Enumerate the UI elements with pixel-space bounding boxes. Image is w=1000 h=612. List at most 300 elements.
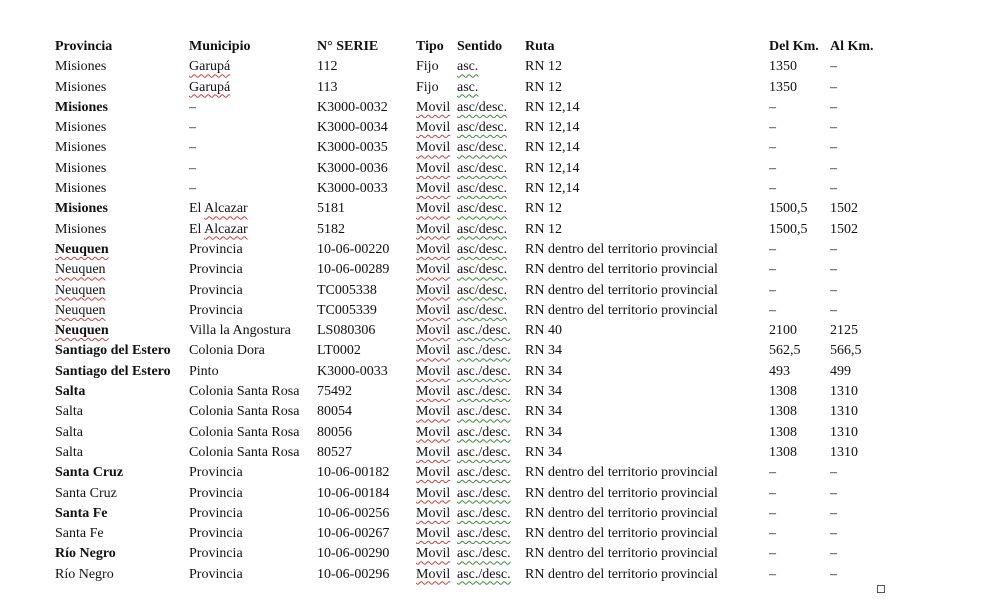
cell-provincia-text: Santa Fe <box>55 505 108 521</box>
cell-al-km-text: 1310 <box>830 404 858 420</box>
cell-serie-text: 10-06-00256 <box>317 505 390 521</box>
cell-municipio-text: – <box>189 140 196 156</box>
cell-sentido <box>457 260 525 280</box>
cell-ruta <box>525 301 769 321</box>
cell-ruta-text: RN dentro del territorio provincial <box>525 282 718 298</box>
cell-del-km-text: 1500,5 <box>769 201 808 217</box>
cell-serie-text: K3000-0032 <box>317 99 388 115</box>
cell-tipo <box>416 159 457 179</box>
cell-tipo <box>416 504 457 524</box>
cell-provincia-text: Santiago del Estero <box>55 343 171 359</box>
cell-del-km-text: 1308 <box>769 424 797 440</box>
cell-municipio <box>189 301 317 321</box>
cell-al-km <box>830 179 890 199</box>
cell-provincia <box>55 138 189 158</box>
cell-del-km <box>769 544 830 564</box>
cell-serie-text: 80527 <box>317 444 352 460</box>
cell-provincia-text: Santa Cruz <box>55 485 117 501</box>
cell-provincia-text: Misiones <box>55 79 107 95</box>
cell-del-km-text: 1308 <box>769 404 797 420</box>
table-row <box>55 159 890 179</box>
cell-sentido-text: asc/desc. <box>457 140 508 156</box>
cell-provincia <box>55 443 189 463</box>
cell-del-km <box>769 402 830 422</box>
cell-provincia-text: Salta <box>55 444 83 460</box>
cell-del-km <box>769 504 830 524</box>
cell-sentido <box>457 362 525 382</box>
cell-del-km-text: – <box>769 302 776 318</box>
cell-sentido-text: asc/desc. <box>457 241 508 257</box>
cell-municipio-text: – <box>189 99 196 115</box>
cell-del-km <box>769 240 830 260</box>
cell-serie-text: 75492 <box>317 384 352 400</box>
table-row <box>55 544 890 564</box>
cell-municipio-text: Villa la Angostura <box>189 323 291 339</box>
cell-serie <box>317 321 416 341</box>
cell-municipio-text: Provincia <box>189 546 243 562</box>
table-row <box>55 484 890 504</box>
cell-sentido-text: asc/desc. <box>457 221 508 237</box>
cell-al-km-text: 1310 <box>830 424 858 440</box>
cell-sentido <box>457 463 525 483</box>
cell-serie <box>317 423 416 443</box>
header-ruta: Ruta <box>525 39 555 54</box>
cell-ruta-text: RN 34 <box>525 363 562 379</box>
cell-tipo <box>416 57 457 77</box>
cell-del-km <box>769 443 830 463</box>
cell-sentido-text: asc/desc. <box>457 181 508 197</box>
cell-serie <box>317 565 416 585</box>
cell-provincia-text: Neuquen <box>55 302 106 318</box>
cell-al-km-text: – <box>830 465 837 481</box>
table-row <box>55 382 890 402</box>
cell-al-km <box>830 463 890 483</box>
cell-del-km-text: – <box>769 505 776 521</box>
cell-tipo <box>416 565 457 585</box>
cell-serie <box>317 78 416 98</box>
cell-al-km <box>830 138 890 158</box>
cell-sentido <box>457 240 525 260</box>
cell-ruta <box>525 423 769 443</box>
cell-ruta-text: RN 12 <box>525 59 562 75</box>
cell-sentido-text: asc./desc. <box>457 424 511 440</box>
cell-sentido-text: asc./desc. <box>457 363 511 379</box>
cell-al-km-text: 1502 <box>830 221 858 237</box>
cell-serie <box>317 301 416 321</box>
cell-del-km <box>769 260 830 280</box>
table-row <box>55 423 890 443</box>
cell-tipo <box>416 463 457 483</box>
cell-serie-text: 80054 <box>317 404 352 420</box>
cell-del-km-text: – <box>769 465 776 481</box>
cell-provincia-text: Neuquen <box>55 262 106 278</box>
cell-al-km <box>830 78 890 98</box>
cell-tipo-text: Movil <box>416 485 451 501</box>
cell-municipio-text: – <box>189 120 196 136</box>
cell-al-km <box>830 199 890 219</box>
cell-municipio-text: Provincia <box>189 262 243 278</box>
table-row <box>55 138 890 158</box>
table-body <box>55 57 890 585</box>
cell-sentido <box>457 78 525 98</box>
cell-del-km <box>769 382 830 402</box>
cell-tipo <box>416 362 457 382</box>
cell-serie <box>317 57 416 77</box>
cell-provincia-text: Santa Fe <box>55 526 104 542</box>
cell-sentido-text: asc/desc. <box>457 262 508 278</box>
cell-ruta-text: RN dentro del territorio provincial <box>525 465 718 481</box>
cell-provincia <box>55 301 189 321</box>
cell-provincia <box>55 78 189 98</box>
cell-municipio-text: Pinto <box>189 363 219 379</box>
cell-municipio <box>189 341 317 361</box>
cell-tipo-text: Movil <box>416 181 451 197</box>
cell-ruta <box>525 118 769 138</box>
cell-sentido <box>457 524 525 544</box>
cell-provincia-text: Misiones <box>55 120 107 136</box>
cell-sentido <box>457 341 525 361</box>
cell-tipo-text: Movil <box>416 99 451 115</box>
cell-tipo-text: Movil <box>416 404 451 420</box>
cell-municipio <box>189 118 317 138</box>
table-row <box>55 118 890 138</box>
cell-ruta <box>525 544 769 564</box>
cell-tipo-text: Movil <box>416 505 451 521</box>
cell-municipio-text: Colonia Santa Rosa <box>189 384 300 400</box>
cell-tipo-text: Movil <box>416 241 451 257</box>
cell-al-km-text: 2125 <box>830 323 858 339</box>
cell-municipio <box>189 220 317 240</box>
cell-serie-text: K3000-0033 <box>317 181 388 197</box>
cell-serie-text: 10-06-00182 <box>317 465 390 481</box>
cell-del-km <box>769 524 830 544</box>
cell-tipo-text: Movil <box>416 444 451 460</box>
cell-provincia-text: Misiones <box>55 160 107 176</box>
cell-provincia <box>55 159 189 179</box>
cell-ruta <box>525 281 769 301</box>
cell-serie <box>317 220 416 240</box>
cell-al-km <box>830 423 890 443</box>
cell-del-km-text: – <box>769 160 776 176</box>
cell-tipo-text: Movil <box>416 323 451 339</box>
cell-al-km <box>830 565 890 585</box>
cell-del-km-text: 562,5 <box>769 343 801 359</box>
cell-tipo <box>416 240 457 260</box>
cell-municipio <box>189 443 317 463</box>
cell-al-km <box>830 484 890 504</box>
cell-sentido <box>457 443 525 463</box>
table-row <box>55 98 890 118</box>
cell-al-km <box>830 443 890 463</box>
cell-tipo-text: Movil <box>416 526 451 542</box>
cell-del-km-text: 1308 <box>769 444 797 460</box>
cell-ruta-text: RN dentro del territorio provincial <box>525 546 718 562</box>
cell-del-km <box>769 281 830 301</box>
cell-sentido-text: asc/desc. <box>457 302 508 318</box>
cell-al-km <box>830 382 890 402</box>
cell-serie-text: K3000-0034 <box>317 120 388 136</box>
cell-provincia-text: Misiones <box>55 99 108 115</box>
cell-al-km-text: – <box>830 526 837 542</box>
cell-tipo-text: Movil <box>416 363 451 379</box>
cell-sentido-text: asc/desc. <box>457 201 508 217</box>
cell-sentido <box>457 179 525 199</box>
cell-del-km-text: 1350 <box>769 59 797 75</box>
cell-municipio <box>189 57 317 77</box>
cell-provincia-text: Misiones <box>55 201 108 217</box>
cell-ruta <box>525 443 769 463</box>
cell-provincia <box>55 524 189 544</box>
cell-serie-text: TC005339 <box>317 302 377 318</box>
cell-del-km <box>769 138 830 158</box>
cell-provincia <box>55 565 189 585</box>
cell-sentido-text: asc./desc. <box>457 566 511 582</box>
cell-tipo <box>416 382 457 402</box>
cell-provincia-text: Salta <box>55 384 86 400</box>
cell-ruta <box>525 362 769 382</box>
cell-provincia <box>55 362 189 382</box>
cell-municipio-text: Colonia Dora <box>189 343 265 359</box>
cell-sentido-text: asc/desc. <box>457 99 508 115</box>
cell-ruta-text: RN 12 <box>525 201 562 217</box>
cell-municipio-text: Colonia Santa Rosa <box>189 444 300 460</box>
cell-provincia-text: Neuquen <box>55 282 106 298</box>
cell-serie <box>317 504 416 524</box>
cell-serie <box>317 240 416 260</box>
table-row <box>55 57 890 77</box>
cell-municipio-text: Provincia <box>189 526 243 542</box>
cell-municipio-text: El Alcazar <box>189 221 248 237</box>
cell-provincia-text: Salta <box>55 424 83 440</box>
cell-tipo <box>416 544 457 564</box>
cell-municipio-text: Provincia <box>189 505 243 521</box>
cell-provincia <box>55 281 189 301</box>
cell-sentido <box>457 199 525 219</box>
cell-serie <box>317 544 416 564</box>
cell-provincia-text: Misiones <box>55 221 107 237</box>
cell-al-km-text: – <box>830 485 837 501</box>
cell-ruta <box>525 341 769 361</box>
cell-tipo-text: Movil <box>416 282 451 298</box>
cell-tipo <box>416 260 457 280</box>
cell-ruta <box>525 179 769 199</box>
cell-del-km-text: 493 <box>769 363 790 379</box>
header-tipo: Tipo <box>416 39 444 54</box>
cell-ruta-text: RN 12 <box>525 221 562 237</box>
cell-del-km <box>769 362 830 382</box>
cell-tipo-text: Movil <box>416 384 451 400</box>
cell-tipo <box>416 301 457 321</box>
header-serie: N° SERIE <box>317 39 379 54</box>
cell-serie-text: 10-06-00184 <box>317 485 390 501</box>
cell-sentido <box>457 504 525 524</box>
cell-al-km <box>830 220 890 240</box>
cell-ruta-text: RN dentro del territorio provincial <box>525 566 718 582</box>
cell-sentido-text: asc./desc. <box>457 384 511 400</box>
cell-serie <box>317 382 416 402</box>
cell-municipio-text: – <box>189 160 196 176</box>
cell-municipio <box>189 362 317 382</box>
cell-provincia-text: Misiones <box>55 59 107 75</box>
cell-serie <box>317 199 416 219</box>
cell-ruta <box>525 199 769 219</box>
cell-serie-text: TC005338 <box>317 282 377 298</box>
cell-municipio <box>189 484 317 504</box>
cell-tipo-text: Movil <box>416 546 451 562</box>
cell-municipio-text: Provincia <box>189 485 243 501</box>
cell-sentido <box>457 138 525 158</box>
cell-provincia <box>55 484 189 504</box>
cell-ruta <box>525 98 769 118</box>
cell-al-km-text: – <box>830 120 837 136</box>
cell-serie-text: 5181 <box>317 201 345 217</box>
cell-provincia <box>55 321 189 341</box>
cell-al-km <box>830 281 890 301</box>
cell-tipo-text: Fijo <box>416 79 439 95</box>
cell-tipo-text: Movil <box>416 120 451 136</box>
cell-del-km-text: – <box>769 99 776 115</box>
table-row <box>55 341 890 361</box>
cell-municipio <box>189 402 317 422</box>
cell-tipo <box>416 199 457 219</box>
cell-del-km <box>769 199 830 219</box>
cell-tipo <box>416 341 457 361</box>
header-municipio: Municipio <box>189 39 251 54</box>
cell-sentido <box>457 220 525 240</box>
cell-sentido-text: asc./desc. <box>457 343 511 359</box>
cell-ruta-text: RN dentro del territorio provincial <box>525 262 718 278</box>
cell-al-km-text: – <box>830 546 837 562</box>
cell-provincia-text: Misiones <box>55 140 107 156</box>
cell-ruta-text: RN 12 <box>525 79 562 95</box>
cell-ruta <box>525 321 769 341</box>
cell-ruta-text: RN 12,14 <box>525 181 580 197</box>
cell-municipio <box>189 179 317 199</box>
cell-del-km <box>769 57 830 77</box>
cell-sentido-text: asc./desc. <box>457 444 511 460</box>
cell-sentido-text: asc./desc. <box>457 485 511 501</box>
cell-tipo-text: Movil <box>416 566 451 582</box>
cell-sentido <box>457 402 525 422</box>
cell-provincia-text: Misiones <box>55 181 107 197</box>
cell-del-km-text: 1308 <box>769 384 797 400</box>
cell-municipio <box>189 544 317 564</box>
cell-del-km <box>769 159 830 179</box>
cell-ruta <box>525 260 769 280</box>
cell-ruta-text: RN dentro del territorio provincial <box>525 485 718 501</box>
cell-serie <box>317 443 416 463</box>
cell-serie <box>317 341 416 361</box>
cell-sentido-text: asc./desc. <box>457 526 511 542</box>
cell-provincia-text: Santiago del Estero <box>55 363 171 379</box>
cell-tipo <box>416 524 457 544</box>
cell-del-km-text: 1350 <box>769 79 797 95</box>
cell-al-km-text: – <box>830 282 837 298</box>
cell-al-km-text: 1310 <box>830 444 858 460</box>
table-row <box>55 504 890 524</box>
cell-ruta <box>525 484 769 504</box>
cell-al-km <box>830 260 890 280</box>
cell-provincia <box>55 382 189 402</box>
table-row <box>55 199 890 219</box>
cell-al-km-text: 566,5 <box>830 343 862 359</box>
cell-tipo <box>416 98 457 118</box>
cell-al-km <box>830 341 890 361</box>
cell-al-km <box>830 524 890 544</box>
cell-del-km <box>769 98 830 118</box>
cell-del-km <box>769 220 830 240</box>
cell-al-km <box>830 544 890 564</box>
cell-provincia <box>55 402 189 422</box>
cell-tipo-text: Movil <box>416 160 451 176</box>
table-row <box>55 443 890 463</box>
cell-serie-text: K3000-0033 <box>317 363 388 379</box>
cell-sentido-text: asc/desc. <box>457 160 508 176</box>
cell-serie <box>317 138 416 158</box>
cell-del-km-text: – <box>769 241 776 257</box>
header-al-km: Al Km. <box>830 39 874 54</box>
cell-ruta-text: RN 40 <box>525 323 562 339</box>
cell-serie-text: K3000-0036 <box>317 160 388 176</box>
cell-municipio-text: Provincia <box>189 282 243 298</box>
cell-al-km <box>830 321 890 341</box>
cell-al-km-text: – <box>830 79 837 95</box>
cell-ruta-text: RN 12,14 <box>525 140 580 156</box>
cell-municipio <box>189 504 317 524</box>
cell-ruta-text: RN 34 <box>525 424 562 440</box>
cell-ruta-text: RN 12,14 <box>525 160 580 176</box>
cell-tipo <box>416 220 457 240</box>
cell-ruta <box>525 220 769 240</box>
cell-tipo-text: Movil <box>416 221 451 237</box>
cell-ruta <box>525 78 769 98</box>
cell-al-km-text: – <box>830 59 837 75</box>
cell-municipio <box>189 159 317 179</box>
cell-del-km-text: – <box>769 485 776 501</box>
cell-al-km <box>830 362 890 382</box>
cell-provincia <box>55 220 189 240</box>
cell-provincia-text: Santa Cruz <box>55 465 124 481</box>
cell-municipio <box>189 423 317 443</box>
cell-al-km-text: 1502 <box>830 201 858 217</box>
cell-sentido <box>457 281 525 301</box>
table-row <box>55 78 890 98</box>
table-row <box>55 179 890 199</box>
cell-del-km <box>769 301 830 321</box>
cell-provincia <box>55 504 189 524</box>
cell-municipio-text: Provincia <box>189 302 243 318</box>
cell-al-km <box>830 240 890 260</box>
cell-municipio-text: Colonia Santa Rosa <box>189 404 300 420</box>
cell-al-km-text: 1310 <box>830 384 858 400</box>
cell-serie-text: 10-06-00296 <box>317 566 390 582</box>
table-row <box>55 260 890 280</box>
cell-serie <box>317 98 416 118</box>
cell-del-km <box>769 78 830 98</box>
cell-sentido <box>457 159 525 179</box>
cell-provincia-text: Neuquen <box>55 241 109 257</box>
cell-provincia <box>55 199 189 219</box>
cell-sentido <box>457 382 525 402</box>
cell-del-km-text: – <box>769 566 776 582</box>
cell-al-km-text: – <box>830 566 837 582</box>
cell-municipio-text: Provincia <box>189 465 243 481</box>
cell-al-km <box>830 159 890 179</box>
cell-ruta-text: RN dentro del territorio provincial <box>525 241 718 257</box>
cell-municipio <box>189 524 317 544</box>
cell-tipo <box>416 402 457 422</box>
cell-municipio <box>189 321 317 341</box>
